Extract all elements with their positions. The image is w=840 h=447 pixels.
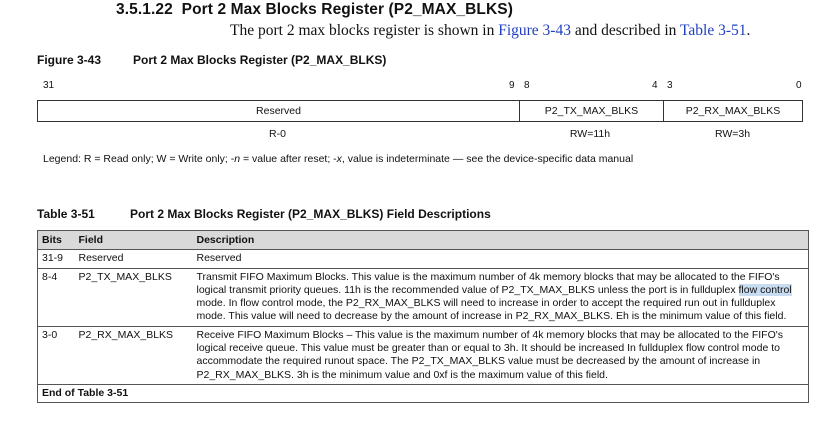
table-row (38, 326, 809, 384)
table-header-row (38, 231, 809, 250)
section-title: Port 2 Max Blocks Register (P2_MAX_BLKS) (181, 1, 513, 18)
bit-number-31: 31 (43, 80, 55, 91)
row-field: P2_RX_MAX_BLKS (75, 326, 193, 384)
legend-x: x (336, 153, 342, 165)
section-number: 3.5.1.22 (116, 1, 173, 18)
section-heading (116, 1, 513, 19)
legend-suffix: , value is indeterminate — see the device-specific data manual (341, 153, 634, 165)
access-tx-max-blks: RW=11h (569, 128, 611, 140)
row-bits: 8-4 (38, 268, 75, 326)
table-row (38, 268, 809, 326)
description-text: Transmit FIFO Maximum Blocks. This value is the maximum number of 4k memory blocks that may be allocated to the FIFO's logical transmit priority queues. 11h is the recommended value of P2_TX_MAX_BLKS unless the port is in fullduplex (196, 270, 780, 296)
register-field-rx-max-blks: P2_RX_MAX_BLKS (663, 101, 802, 121)
register-field-tx-max-blks: P2_TX_MAX_BLKS (519, 101, 663, 121)
register-legend (43, 153, 633, 165)
legend-n: n (234, 153, 241, 165)
figure-title: Port 2 Max Blocks Register (P2_MAX_BLKS) (133, 53, 387, 67)
header-field: Field (75, 231, 193, 250)
table-end-row (38, 384, 809, 402)
bit-number-0: 0 (796, 80, 802, 91)
row-description (193, 268, 809, 326)
register-diagram (37, 100, 803, 122)
legend-middle: = value after reset; - (240, 153, 337, 165)
bit-number-4: 4 (652, 80, 658, 91)
intro-paragraph (230, 22, 750, 40)
row-description: Receive FIFO Maximum Blocks – This value is the maximum number of 4k memory blocks that may be allocated to the FIFO's logical receive queue. This value must be greater than or equal to 3h. It should be increased In fullduplex flow control mode to accommodate the required runout space. The P2_TX_MAX_BLKS value must be decreased by the amount of increase in P2_RX_MAX_BLKS. 3h is the minimum value and 0xf is the maximum value of this field. (193, 326, 809, 384)
register-field-reserved: Reserved (256, 105, 301, 117)
intro-text-middle: and described in (570, 22, 681, 39)
table-link[interactable]: Table 3-51 (680, 22, 747, 39)
access-reserved: R-0 (269, 128, 286, 140)
description-text: mode. In flow control mode, the P2_RX_MAX_BLKS will need to increase in order to accept the required run out in fullduplex mode. This value will need to decrease by the amount of increase in P2_RX_MAX_BLKS. Eh is the minimum value of this field. (196, 297, 787, 323)
intro-text-before: The port 2 max blocks register is shown in (230, 22, 499, 39)
row-field: Reserved (75, 250, 193, 268)
field-descriptions-table (37, 230, 809, 403)
table-title: Port 2 Max Blocks Register (P2_MAX_BLKS) Field Descriptions (130, 207, 491, 221)
selected-text-highlight[interactable]: flow control (738, 283, 792, 296)
bit-number-3: 3 (667, 80, 673, 91)
access-rx-max-blks: RW=3h (714, 128, 751, 140)
row-description: Reserved (193, 250, 809, 268)
row-field: P2_TX_MAX_BLKS (75, 268, 193, 326)
bit-number-9: 9 (509, 80, 515, 91)
bit-number-8: 8 (524, 80, 530, 91)
row-bits: 3-0 (38, 326, 75, 384)
table-row (38, 250, 809, 268)
header-description: Description (193, 231, 809, 250)
row-bits: 31-9 (38, 250, 75, 268)
legend-prefix: Legend: R = Read only; W = Write only; - (43, 153, 235, 165)
figure-link[interactable]: Figure 3-43 (498, 22, 571, 39)
table-label: Table 3-51 (37, 207, 95, 221)
end-of-table-label: End of Table 3-51 (38, 384, 809, 402)
figure-label: Figure 3-43 (37, 53, 102, 67)
header-bits: Bits (38, 231, 75, 250)
intro-text-after: . (746, 22, 751, 39)
